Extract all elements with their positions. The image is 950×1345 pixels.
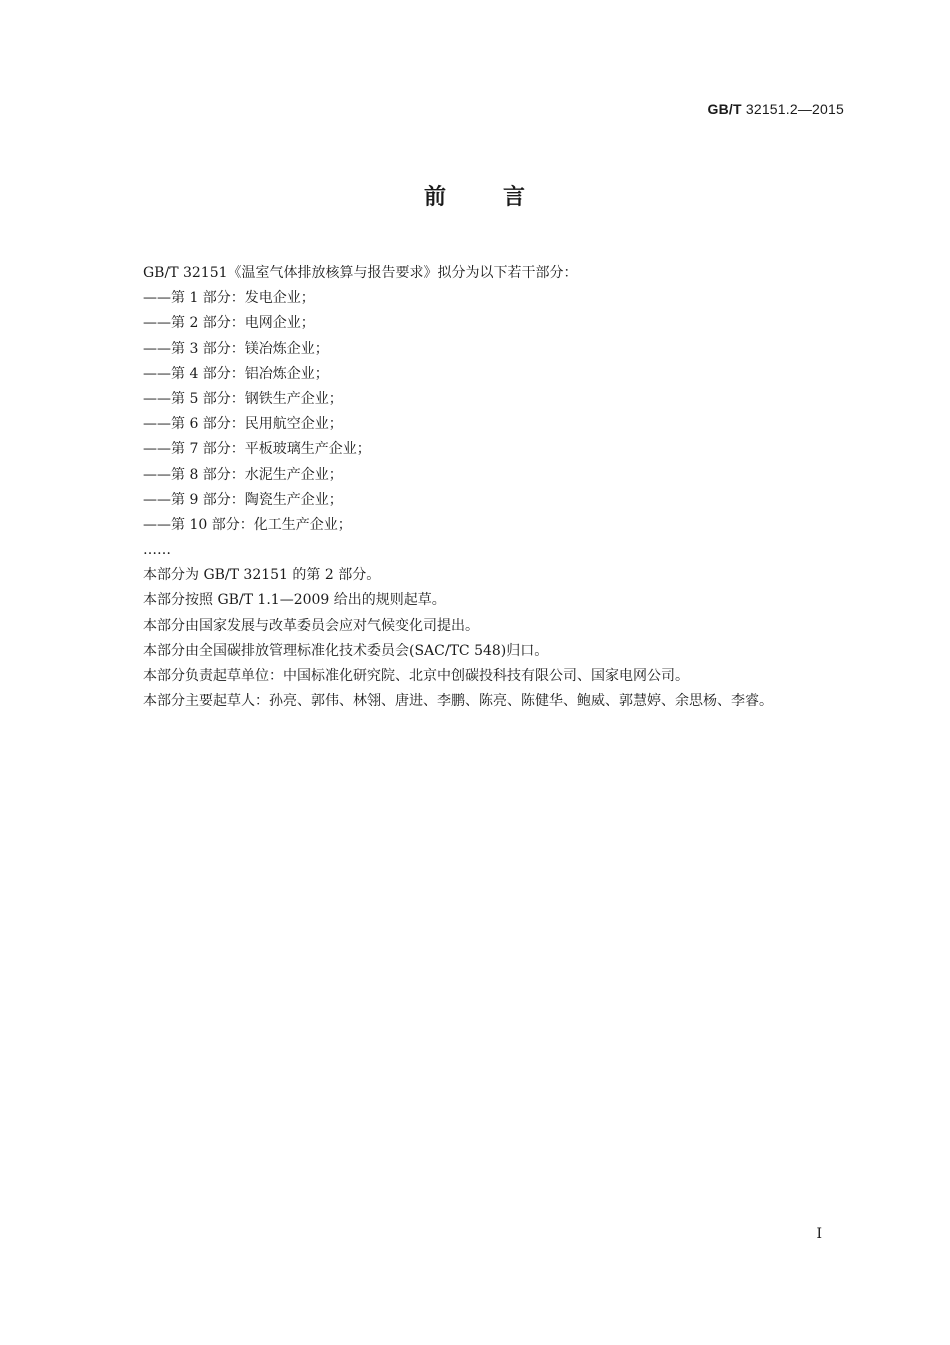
paragraph-drafting-units: 本部分负责起草单位：中国标准化研究院、北京中创碳投科技有限公司、国家电网公司。 — [143, 668, 689, 684]
title-char-1: 前 — [423, 185, 447, 210]
paragraph-drafters: 本部分主要起草人：孙亮、郭伟、林翎、唐进、李鹏、陈亮、陈健华、鲍威、郭慧婷、余思杨、李睿。 — [143, 693, 773, 710]
paragraph-committee: 本部分由全国碳排放管理标准化技术委员会(SAC/TC 548)归口。 — [143, 642, 549, 659]
foreword-body — [143, 261, 843, 714]
standard-number: 32151.2—2015 — [745, 101, 844, 117]
part-list-item: ——第 9 部分：陶瓷生产企业； — [143, 491, 343, 508]
standard-prefix: GB/T — [707, 101, 742, 117]
standard-code — [708, 101, 845, 117]
part-list-item: ——第 3 部分：镁冶炼企业； — [143, 340, 329, 357]
ellipsis: …… — [143, 542, 171, 559]
part-list-item: ——第 5 部分：钢铁生产企业； — [143, 390, 343, 407]
part-list-item: ——第 4 部分：铝冶炼企业； — [143, 365, 329, 382]
paragraph-proposer: 本部分由国家发展与改革委员会应对气候变化司提出。 — [143, 617, 479, 634]
intro-line: GB/T 32151《温室气体排放核算与报告要求》拟分为以下若干部分： — [143, 265, 578, 281]
page-number: I — [816, 1226, 822, 1242]
part-list-item: ——第 10 部分：化工生产企业； — [143, 516, 352, 533]
page-title — [0, 180, 950, 211]
part-list-item: ——第 1 部分：发电企业； — [143, 290, 315, 307]
part-list-item: ——第 6 部分：民用航空企业； — [143, 416, 343, 433]
part-list-item: ——第 7 部分：平板玻璃生产企业； — [143, 441, 371, 458]
part-list-item: ——第 2 部分：电网企业； — [143, 315, 315, 332]
paragraph-part-of: 本部分为 GB/T 32151 的第 2 部分。 — [143, 567, 381, 584]
paragraph-drafting-rules: 本部分按照 GB/T 1.1—2009 给出的规则起草。 — [143, 592, 446, 609]
title-char-2: 言 — [503, 185, 527, 210]
part-list-item: ——第 8 部分：水泥生产企业； — [143, 466, 343, 483]
